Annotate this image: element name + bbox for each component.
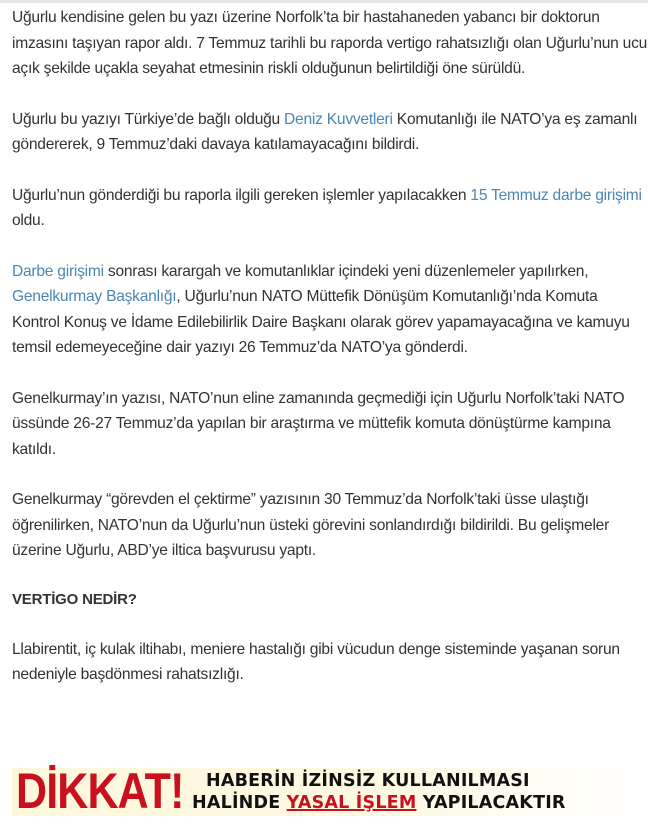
paragraph-4 xyxy=(12,259,648,361)
link-deniz-kuvvetleri[interactable]: Deniz Kuvvetleri xyxy=(284,110,393,128)
paragraph-5 xyxy=(12,386,648,463)
paragraph-3 xyxy=(12,183,648,234)
section-heading: VERTİGO NEDİR? xyxy=(12,590,137,608)
banner-title: DİKKAT! xyxy=(16,763,184,819)
link-darbe-girisimi[interactable]: Darbe girişimi xyxy=(12,262,104,280)
banner-line-2-suffix: YAPILACAKTIR xyxy=(416,793,566,813)
paragraph-text: sonrası karargah ve komutanlıklar içindeki yeni düzenlemeler yapılırken, xyxy=(103,262,589,280)
paragraph-2 xyxy=(12,107,648,158)
paragraph-text: Komutanlığı ile NATO’ya eş zamanlı göndererek, 9 Temmuz’daki davaya katılamayacağını bildirdi. xyxy=(12,110,638,153)
paragraph-text: Uğurlu kendisine gelen bu yazı üzerine Norfolk’ta bir hastahaneden yabancı bir doktorun imzasını taşıyan rapor aldı. 7 Temmuz tarihli bu raporda vertigo rahatsızlığı olan Uğurlu’nun ucu açık şekilde uçakla seyahat etmesinin riskli olduğunun belirtildiği öne sürüldü. xyxy=(12,9,648,77)
banner-message xyxy=(192,770,640,814)
banner-line-1: HABERİN İZİNSİZ KULLANILMASI xyxy=(206,771,530,791)
definition-paragraph: Llabirentit, iç kulak iltihabı, meniere hastalığı gibi vücudun denge sisteminde yaşanan sorun nedeniyle başdönmesi rahatsızlığı. xyxy=(12,640,620,683)
paragraph-1 xyxy=(12,5,648,82)
link-15-temmuz-darbe-girisimi[interactable]: 15 Temmuz darbe girişimi xyxy=(470,186,642,204)
paragraph-text: Uğurlu bu yazıyı Türkiye’de bağlı olduğu xyxy=(12,110,285,128)
banner-legal-action: YASAL İŞLEM xyxy=(286,793,417,813)
banner-line-2-prefix: HALİNDE xyxy=(192,793,287,813)
top-divider xyxy=(0,0,648,3)
paragraph-text: Genelkurmay’ın yazısı, NATO’nun eline zamanında geçmediği için Uğurlu Norfolk’taki NATO üssünde 26-27 Temmuz’da yapılan bir araştırma ve müttefik komuta dönüştürme kampına katıldı. xyxy=(12,389,625,458)
banner-line-2 xyxy=(192,792,640,814)
paragraph-text: Genelkurmay “görevden el çektirme” yazısının 30 Temmuz’da Norfolk’taki üsse ulaştığı öğrenilirken, NATO’nun da Uğurlu’nun üsteki görevini sonlandırdığı bildirildi. Bu gelişmeler üzerine Uğurlu, ABD’ye iltica başvurusu yaptı. xyxy=(12,491,610,559)
paragraph-text: , Uğurlu’nun NATO Müttefik Dönüşüm Komutanlığı’nda Komuta Kontrol Konuş ve İdame Edilebilirlik Daire Başkanı olarak görev yapamayacağına ve kamuyu temsil edemeyeceğine dair yazıyı 26 Temmuz’da NATO’ya gönderdi. xyxy=(12,288,630,356)
copyright-warning-banner xyxy=(12,763,640,819)
paragraph-text: oldu. xyxy=(12,212,45,229)
paragraph-6 xyxy=(12,487,648,564)
article-body xyxy=(12,5,648,713)
link-genelkurmay-baskanligi[interactable]: Genelkurmay Başkanlığı xyxy=(12,288,177,305)
paragraph-text: Uğurlu’nun gönderdiği bu raporla ilgili gereken işlemler yapılacakken xyxy=(12,186,471,204)
